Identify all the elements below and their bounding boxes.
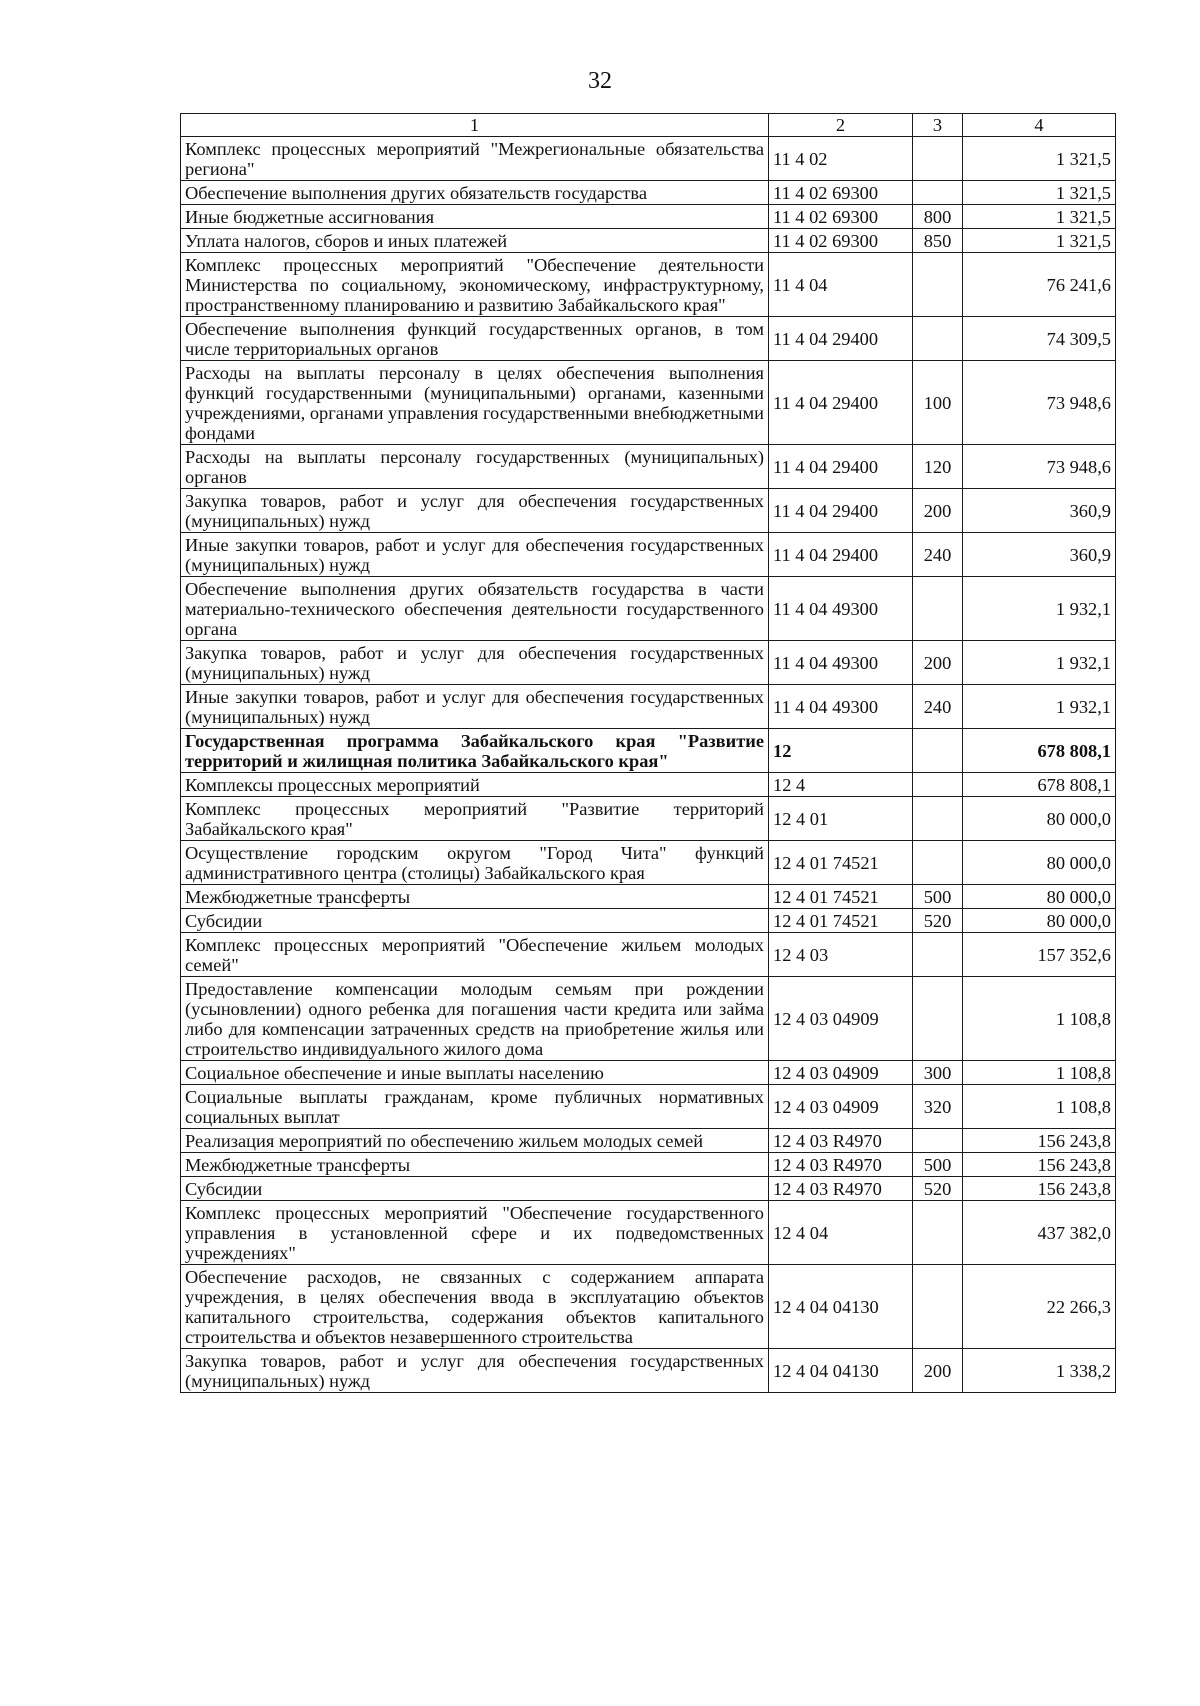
cell-code: 11 4 04 29400 [769, 445, 913, 489]
table-row [181, 1061, 1116, 1085]
cell-amount: 1 321,5 [963, 181, 1116, 205]
header-col-name: 1 [181, 114, 769, 137]
cell-name: Реализация мероприятий по обеспечению жильем молодых семей [181, 1129, 769, 1153]
table-row [181, 729, 1116, 773]
cell-name: Комплекс процессных мероприятий "Обеспечение государственного управления в установленной сфере и их подведомственных учреждениях" [181, 1201, 769, 1265]
cell-code: 12 4 01 74521 [769, 909, 913, 933]
cell-expense-type: 500 [913, 885, 963, 909]
table-row [181, 1129, 1116, 1153]
table-row [181, 317, 1116, 361]
cell-code: 12 4 03 R4970 [769, 1177, 913, 1201]
cell-expense-type [913, 317, 963, 361]
cell-name: Социальные выплаты гражданам, кроме публичных нормативных социальных выплат [181, 1085, 769, 1129]
cell-code: 11 4 02 69300 [769, 181, 913, 205]
cell-expense-type [913, 253, 963, 317]
cell-code: 12 [769, 729, 913, 773]
cell-name: Комплексы процессных мероприятий [181, 773, 769, 797]
cell-expense-type [913, 1201, 963, 1265]
table-row [181, 181, 1116, 205]
header-col-sum: 4 [963, 114, 1116, 137]
cell-name: Комплекс процессных мероприятий "Обеспечение жильем молодых семей" [181, 933, 769, 977]
cell-amount: 678 808,1 [963, 729, 1116, 773]
cell-amount: 1 321,5 [963, 137, 1116, 181]
cell-code: 12 4 04 04130 [769, 1349, 913, 1393]
table-row [181, 977, 1116, 1061]
cell-expense-type [913, 1129, 963, 1153]
cell-name: Социальное обеспечение и иные выплаты населению [181, 1061, 769, 1085]
cell-name: Комплекс процессных мероприятий "Межрегиональные обязательства региона" [181, 137, 769, 181]
table-row [181, 1349, 1116, 1393]
cell-name: Субсидии [181, 1177, 769, 1201]
cell-name: Комплекс процессных мероприятий "Развитие территорий Забайкальского края" [181, 797, 769, 841]
cell-expense-type: 520 [913, 909, 963, 933]
cell-name: Субсидии [181, 909, 769, 933]
table-row [181, 489, 1116, 533]
table-row [181, 841, 1116, 885]
cell-expense-type [913, 977, 963, 1061]
cell-expense-type: 520 [913, 1177, 963, 1201]
table-row [181, 909, 1116, 933]
page-number: 32 [588, 68, 612, 94]
cell-name: Закупка товаров, работ и услуг для обеспечения государственных (муниципальных) нужд [181, 489, 769, 533]
table-row [181, 137, 1116, 181]
cell-code: 11 4 02 69300 [769, 229, 913, 253]
cell-name: Государственная программа Забайкальского края "Развитие территорий и жилищная политика Забайкальского края" [181, 729, 769, 773]
cell-name: Закупка товаров, работ и услуг для обеспечения государственных (муниципальных) нужд [181, 1349, 769, 1393]
cell-amount: 1 108,8 [963, 1061, 1116, 1085]
cell-name: Комплекс процессных мероприятий "Обеспечение деятельности Министерства по социальному, экономическому, инфраструктурному, пространственному планированию и развитию Забайкальского края" [181, 253, 769, 317]
cell-expense-type [913, 1265, 963, 1349]
cell-name: Расходы на выплаты персоналу в целях обеспечения выполнения функций государственными (муниципальными) органами, казенными учреждениями, органами управления государственными внебюджетными фондами [181, 361, 769, 445]
budget-table [180, 113, 1116, 1393]
cell-code: 11 4 02 [769, 137, 913, 181]
table-row [181, 773, 1116, 797]
cell-amount: 360,9 [963, 533, 1116, 577]
cell-expense-type: 200 [913, 1349, 963, 1393]
cell-expense-type [913, 137, 963, 181]
table-row [181, 1177, 1116, 1201]
cell-expense-type: 100 [913, 361, 963, 445]
table-body [181, 137, 1116, 1393]
cell-code: 12 4 01 [769, 797, 913, 841]
table-row [181, 445, 1116, 489]
cell-expense-type: 120 [913, 445, 963, 489]
cell-amount: 1 108,8 [963, 1085, 1116, 1129]
cell-code: 11 4 04 29400 [769, 361, 913, 445]
cell-amount: 156 243,8 [963, 1153, 1116, 1177]
table-row [181, 577, 1116, 641]
cell-amount: 74 309,5 [963, 317, 1116, 361]
cell-name: Обеспечение выполнения функций государственных органов, в том числе территориальных органов [181, 317, 769, 361]
cell-name: Иные закупки товаров, работ и услуг для обеспечения государственных (муниципальных) нужд [181, 685, 769, 729]
cell-code: 12 4 04 [769, 1201, 913, 1265]
cell-amount: 1 932,1 [963, 577, 1116, 641]
cell-amount: 678 808,1 [963, 773, 1116, 797]
cell-amount: 157 352,6 [963, 933, 1116, 977]
cell-amount: 1 932,1 [963, 641, 1116, 685]
cell-name: Межбюджетные трансферты [181, 1153, 769, 1177]
cell-expense-type: 200 [913, 489, 963, 533]
cell-name: Закупка товаров, работ и услуг для обеспечения государственных (муниципальных) нужд [181, 641, 769, 685]
cell-amount: 76 241,6 [963, 253, 1116, 317]
cell-code: 11 4 02 69300 [769, 205, 913, 229]
cell-code: 11 4 04 49300 [769, 577, 913, 641]
cell-name: Уплата налогов, сборов и иных платежей [181, 229, 769, 253]
cell-expense-type: 200 [913, 641, 963, 685]
cell-amount: 80 000,0 [963, 885, 1116, 909]
table-row [181, 1265, 1116, 1349]
cell-code: 12 4 01 74521 [769, 885, 913, 909]
cell-code: 11 4 04 29400 [769, 489, 913, 533]
cell-expense-type [913, 773, 963, 797]
cell-amount: 80 000,0 [963, 909, 1116, 933]
cell-expense-type [913, 841, 963, 885]
cell-amount: 1 108,8 [963, 977, 1116, 1061]
cell-expense-type [913, 577, 963, 641]
cell-code: 11 4 04 49300 [769, 641, 913, 685]
table-row [181, 885, 1116, 909]
cell-name: Расходы на выплаты персоналу государственных (муниципальных) органов [181, 445, 769, 489]
cell-amount: 1 321,5 [963, 229, 1116, 253]
table-row [181, 1085, 1116, 1129]
table-row [181, 685, 1116, 729]
table-row [181, 205, 1116, 229]
table-row [181, 1153, 1116, 1177]
table-row [181, 229, 1116, 253]
cell-name: Обеспечение выполнения других обязательств государства в части материально-технического обеспечения деятельности государственного органа [181, 577, 769, 641]
cell-code: 11 4 04 29400 [769, 533, 913, 577]
cell-name: Обеспечение расходов, не связанных с содержанием аппарата учреждения, в целях обеспечения ввода в эксплуатацию объектов капитального строительства, содержания объектов капитального строительства и объектов незавершенного строительства [181, 1265, 769, 1349]
cell-expense-type: 300 [913, 1061, 963, 1085]
cell-name: Межбюджетные трансферты [181, 885, 769, 909]
cell-name: Иные закупки товаров, работ и услуг для обеспечения государственных (муниципальных) нужд [181, 533, 769, 577]
cell-amount: 22 266,3 [963, 1265, 1116, 1349]
table-row [181, 933, 1116, 977]
cell-expense-type: 320 [913, 1085, 963, 1129]
cell-name: Осуществление городским округом "Город Чита" функций административного центра (столицы) Забайкальского края [181, 841, 769, 885]
cell-code: 11 4 04 [769, 253, 913, 317]
cell-expense-type: 240 [913, 685, 963, 729]
cell-amount: 73 948,6 [963, 361, 1116, 445]
cell-expense-type: 850 [913, 229, 963, 253]
cell-amount: 1 338,2 [963, 1349, 1116, 1393]
cell-code: 12 4 03 R4970 [769, 1129, 913, 1153]
cell-code: 11 4 04 49300 [769, 685, 913, 729]
cell-amount: 1 321,5 [963, 205, 1116, 229]
cell-amount: 156 243,8 [963, 1177, 1116, 1201]
header-row [181, 114, 1116, 137]
cell-expense-type [913, 729, 963, 773]
cell-amount: 73 948,6 [963, 445, 1116, 489]
cell-expense-type: 240 [913, 533, 963, 577]
cell-expense-type: 500 [913, 1153, 963, 1177]
cell-amount: 80 000,0 [963, 841, 1116, 885]
cell-code: 12 4 03 04909 [769, 977, 913, 1061]
table-row [181, 361, 1116, 445]
cell-code: 12 4 [769, 773, 913, 797]
cell-amount: 360,9 [963, 489, 1116, 533]
cell-expense-type: 800 [913, 205, 963, 229]
cell-amount: 437 382,0 [963, 1201, 1116, 1265]
cell-amount: 1 932,1 [963, 685, 1116, 729]
cell-expense-type [913, 933, 963, 977]
cell-code: 12 4 03 04909 [769, 1061, 913, 1085]
cell-code: 11 4 04 29400 [769, 317, 913, 361]
cell-expense-type [913, 797, 963, 841]
cell-expense-type [913, 181, 963, 205]
cell-name: Иные бюджетные ассигнования [181, 205, 769, 229]
cell-name: Обеспечение выполнения других обязательств государства [181, 181, 769, 205]
table-row [181, 533, 1116, 577]
header-col-code: 2 [769, 114, 913, 137]
table-row [181, 1201, 1116, 1265]
cell-code: 12 4 03 [769, 933, 913, 977]
cell-amount: 80 000,0 [963, 797, 1116, 841]
cell-code: 12 4 04 04130 [769, 1265, 913, 1349]
table-row [181, 641, 1116, 685]
cell-code: 12 4 03 R4970 [769, 1153, 913, 1177]
table-row [181, 253, 1116, 317]
header-col-vr: 3 [913, 114, 963, 137]
cell-code: 12 4 03 04909 [769, 1085, 913, 1129]
cell-code: 12 4 01 74521 [769, 841, 913, 885]
cell-amount: 156 243,8 [963, 1129, 1116, 1153]
cell-name: Предоставление компенсации молодым семьям при рождении (усыновлении) одного ребенка для погашения части кредита или займа либо для компенсации затраченных средств на приобретение жилья или строительство индивидуального жилого дома [181, 977, 769, 1061]
table-row [181, 797, 1116, 841]
